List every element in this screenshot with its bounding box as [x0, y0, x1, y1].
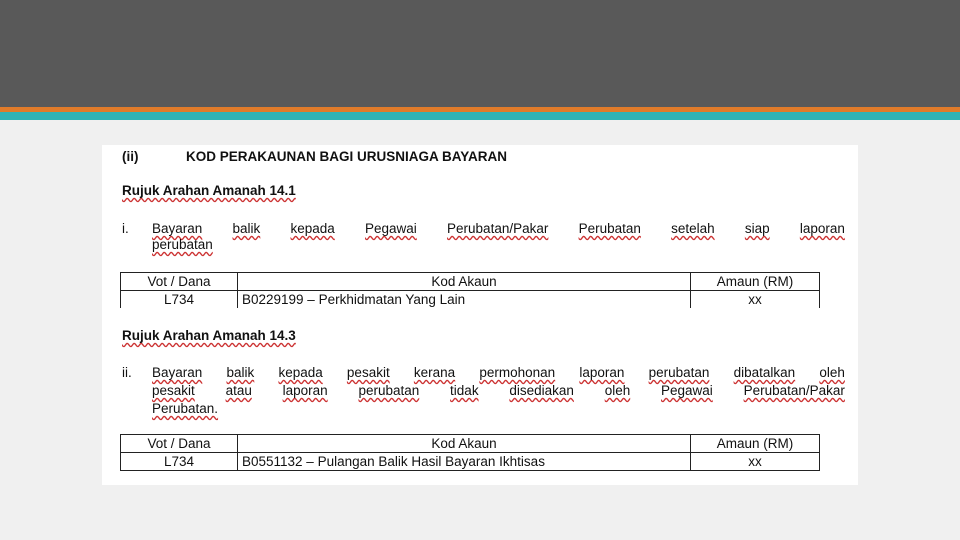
- item-word: kerana: [413, 365, 456, 380]
- account-code-table: [120, 272, 820, 308]
- item-word: perubatan: [358, 383, 420, 398]
- item-word: tidak: [450, 383, 479, 398]
- item-text-line: [152, 365, 845, 380]
- table-header: Amaun (RM): [691, 273, 820, 291]
- table-cell: xx: [691, 453, 820, 471]
- item-word: kepada: [278, 365, 323, 380]
- document-image: [102, 145, 858, 485]
- table-cell: L734: [121, 291, 238, 309]
- item-word: Bayaran: [152, 221, 203, 236]
- item-word: oleh: [819, 365, 845, 380]
- table-header: Vot / Dana: [121, 273, 238, 291]
- table-header: Kod Akaun: [238, 435, 691, 453]
- item-number: i.: [122, 221, 129, 236]
- item-word: pesakit: [152, 383, 195, 398]
- item-word: laporan: [799, 221, 845, 236]
- item-word: Bayaran: [152, 365, 203, 380]
- item-text-line: [152, 221, 845, 236]
- item-word: Perubatan/Pakar: [743, 383, 845, 398]
- table-header-row: [121, 435, 820, 453]
- item-word: setelah: [671, 221, 715, 236]
- item-word: Perubatan: [578, 221, 641, 236]
- item-word: Perubatan/Pakar: [447, 221, 549, 236]
- section-title: KOD PERAKAUNAN BAGI URUSNIAGA BAYARAN: [186, 149, 508, 164]
- item-text-line: [152, 383, 845, 398]
- table-cell: B0551132 – Pulangan Balik Hasil Bayaran Ikhtisas: [238, 453, 691, 471]
- item-word: perubatan: [648, 365, 710, 380]
- accent-stripe-teal: [0, 112, 960, 120]
- header-bar: [0, 0, 960, 107]
- item-word: atau: [225, 383, 252, 398]
- table-cell: L734: [121, 453, 238, 471]
- table-header-row: [121, 273, 820, 291]
- reference-heading: Rujuk Arahan Amanah 14.1: [122, 183, 296, 198]
- table-header: Vot / Dana: [121, 435, 238, 453]
- table-cell: xx: [691, 291, 820, 309]
- item-word: dibatalkan: [733, 365, 796, 380]
- table-row: [121, 291, 820, 309]
- table-header: Amaun (RM): [691, 435, 820, 453]
- item-word: laporan: [579, 365, 625, 380]
- table-row: [121, 453, 820, 471]
- item-word: siap: [744, 221, 770, 236]
- item-text-line: Perubatan.: [152, 401, 219, 416]
- item-word: Pegawai: [365, 221, 417, 236]
- item-word: disediakan: [509, 383, 574, 398]
- item-word: oleh: [604, 383, 631, 398]
- account-code-table: [120, 434, 820, 471]
- item-word: laporan: [282, 383, 328, 398]
- item-word: kepada: [290, 221, 335, 236]
- section-number: (ii): [122, 149, 139, 164]
- item-word: balik: [232, 221, 261, 236]
- item-word: Pegawai: [661, 383, 713, 398]
- table-header: Kod Akaun: [238, 273, 691, 291]
- item-word: pesakit: [346, 365, 390, 380]
- item-word: balik: [226, 365, 255, 380]
- item-text-line: perubatan: [152, 237, 213, 252]
- table-cell: B0229199 – Perkhidmatan Yang Lain: [238, 291, 691, 309]
- item-number: ii.: [122, 365, 132, 380]
- reference-heading: Rujuk Arahan Amanah 14.3: [122, 328, 296, 343]
- item-word: permohonan: [479, 365, 556, 380]
